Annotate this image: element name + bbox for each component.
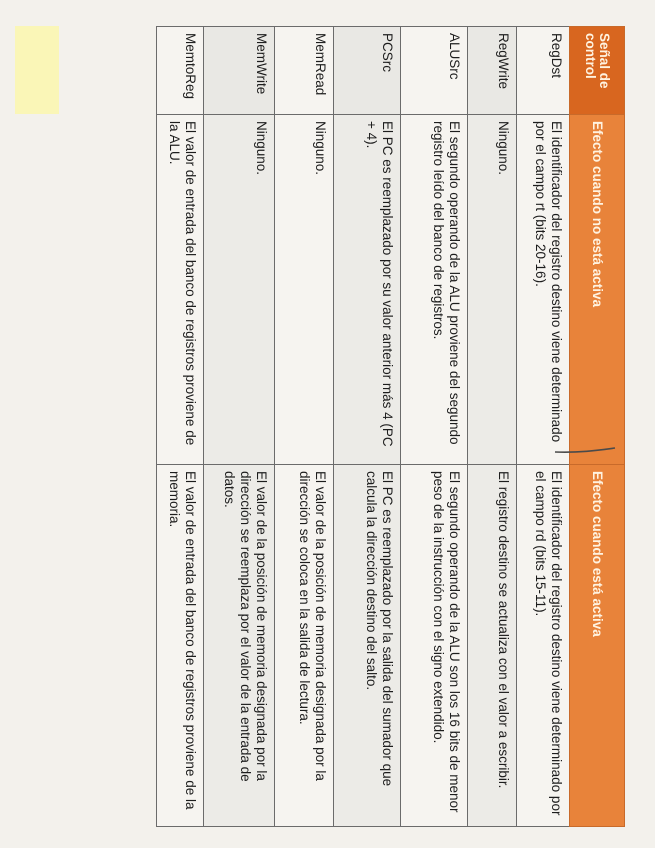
signal-name: MemWrite	[204, 27, 275, 115]
control-signals-table	[156, 26, 625, 827]
effect-inactive: El identificador del registro destino viene determinado por el campo rt (bits 20-16).	[517, 115, 570, 465]
effect-inactive: El valor de entrada del banco de registros proviene de la ALU.	[157, 115, 204, 465]
table-row	[157, 27, 204, 827]
header-inactive: Efecto cuando no está activa	[570, 115, 625, 465]
header-signal: Señal de control	[570, 27, 625, 115]
effect-active: El valor de la posición de memoria designada por la dirección se coloca en la salida de lectura.	[275, 465, 334, 827]
header-row	[570, 27, 625, 827]
effect-active: El PC es reemplazado por la salida del sumador que calcula la dirección destino del salto.	[334, 465, 401, 827]
signal-name: RegWrite	[468, 27, 517, 115]
effect-inactive: El PC es reemplazado por su valor anterior más 4 (PC + 4).	[334, 115, 401, 465]
header-active: Efecto cuando está activa	[570, 465, 625, 827]
effect-active: El segundo operando de la ALU son los 16 bits de menor peso de la instrucción con el signo extendido.	[401, 465, 468, 827]
table-row	[334, 27, 401, 827]
table-row	[204, 27, 275, 827]
signal-name: MemtoReg	[157, 27, 204, 115]
signal-name: RegDst	[517, 27, 570, 115]
signal-name: MemRead	[275, 27, 334, 115]
effect-inactive: Ninguno.	[275, 115, 334, 465]
effect-inactive: Ninguno.	[204, 115, 275, 465]
effect-active: El valor de entrada del banco de registros proviene de la memoria.	[157, 465, 204, 827]
effect-active: El identificador del registro destino viene determinado por el campo rd (bits 15-11).	[517, 465, 570, 827]
effect-active: El registro destino se actualiza con el valor a escribir.	[468, 465, 517, 827]
signal-name: PCSrc	[334, 27, 401, 115]
table-row	[275, 27, 334, 827]
table-row	[517, 27, 570, 827]
effect-inactive: El segundo operando de la ALU proviene del segundo registro leído del banco de registros.	[401, 115, 468, 465]
effect-inactive: Ninguno.	[468, 115, 517, 465]
table-row	[468, 27, 517, 827]
table-row	[401, 27, 468, 827]
highlighter-mark	[15, 26, 59, 114]
signal-name: ALUSrc	[401, 27, 468, 115]
effect-active: El valor de la posición de memoria designada por la dirección se reemplaza por el valor de la entrada de datos.	[204, 465, 275, 827]
